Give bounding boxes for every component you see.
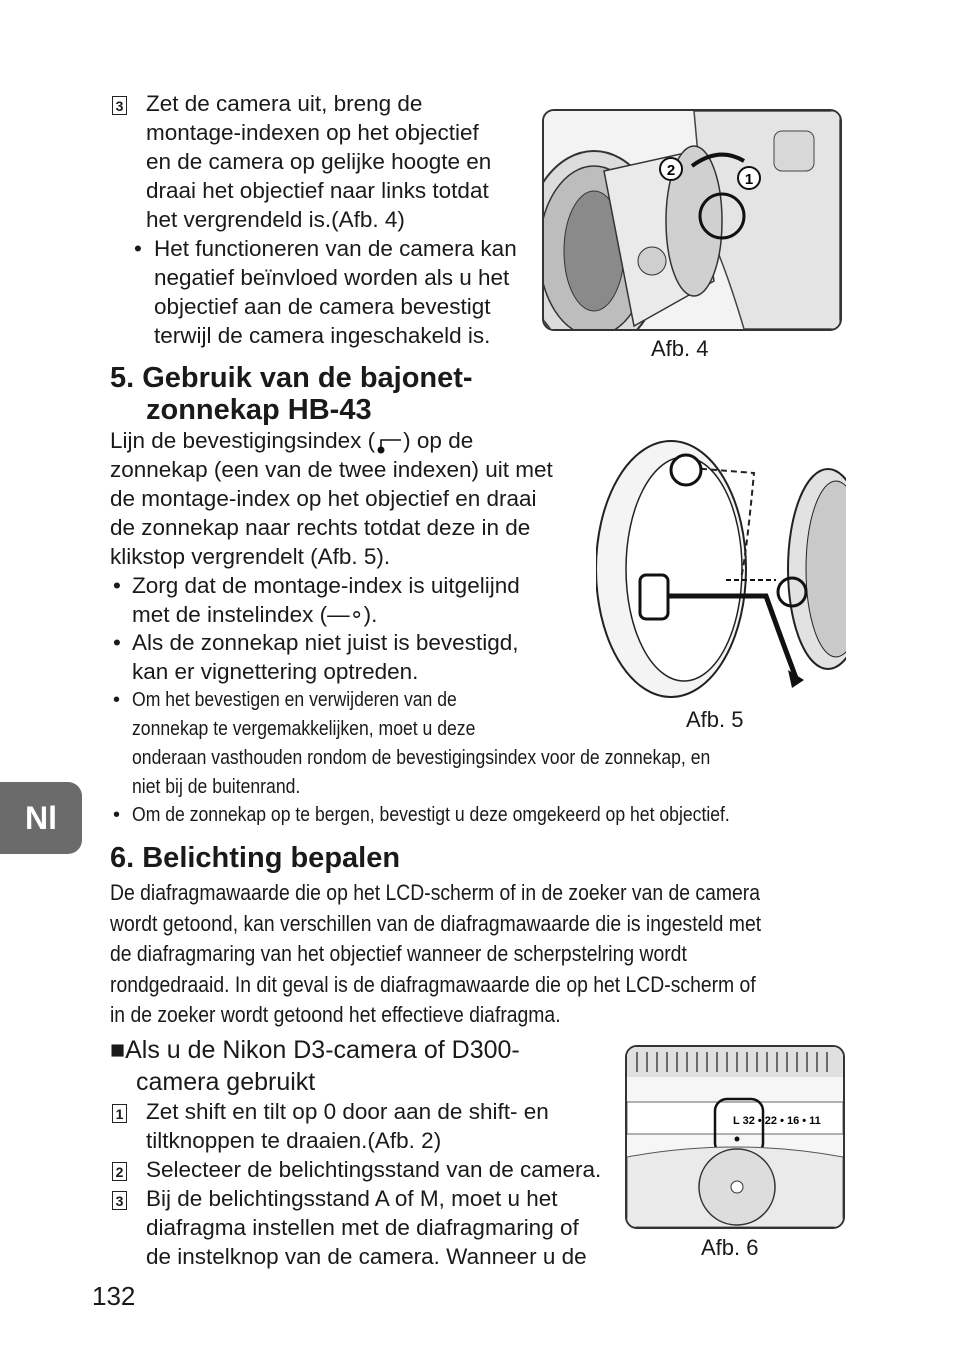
step-2-number: 2 — [112, 1155, 127, 1184]
step-3-top — [112, 89, 127, 118]
figure-5 — [596, 438, 846, 700]
bullet-3: Om het bevestigen en verwijderen van de zonnekap te vergemakkelijken, moet u deze onderaan vasthouden rondom de bevestigingsindex voor de zonnekap, en niet bij de buitenrand. — [132, 689, 711, 798]
section-6-paragraph: De diafragmawaarde die op het LCD-scherm of in de zoeker van de camera wordt getoond, kan verschillen van de diafragmawaarde die is ingesteld met de diafragmaring van het objectief wanneer de scherpstelring wordt rondgedraaid. In dit geval is de diafragmawaarde die op het LCD-scherm of in de zoeker wordt getoond het effectieve diafragma. — [110, 880, 762, 1027]
figure-ref: Afb. 2 — [374, 1128, 434, 1153]
figure-4 — [542, 109, 842, 331]
section-5-title-line2: zonnekap HB-43 — [146, 394, 372, 426]
square-marker: ■ — [110, 1036, 126, 1064]
figure-5-caption: Afb. 5 — [686, 707, 744, 732]
step-3-text: Bij de belichtingsstand A of M, moet u het diafragma instellen met de diafragmaring of de instelknop van de camera. Wanneer u de — [146, 1186, 587, 1269]
figure-ref: Afb. 5 — [317, 544, 377, 569]
step-3-number: 3 — [112, 1184, 127, 1213]
label-2: 2 — [666, 162, 676, 179]
text-line: en de camera op gelijke hoogte en — [146, 149, 492, 174]
text-line: Zet de camera uit, breng de — [146, 91, 423, 116]
bullet-dot: • — [113, 689, 121, 711]
step-1-number: 1 — [112, 1097, 127, 1126]
aperture-scale-text: L 32 • 22 • 16 • 11 — [733, 1115, 821, 1127]
bullet-dot: • — [113, 804, 121, 826]
aperture-ring-illustration — [627, 1047, 843, 1227]
text-line: draai het objectief naar links totdat — [146, 178, 489, 203]
bullet-dot: • — [134, 236, 142, 261]
page-number: 132 — [92, 1281, 136, 1311]
step-2-text: Selecteer de belichtingsstand van de camera. — [146, 1157, 602, 1182]
step-number: 3 — [112, 96, 127, 115]
text-line: het vergrendeld is.(Afb. 4) — [146, 207, 405, 232]
bullet-4: Om de zonnekap op te bergen, bevestigt u deze omgekeerd op het objectief. — [132, 804, 730, 826]
text-line: montage-indexen op het objectief — [146, 120, 479, 145]
section-5-paragraph: Lijn de bevestigingsindex ( ) op de zonnekap (een van de twee indexen) uit met de montage-index op het objectief en draai de zonnekap naar rechts totdat deze in de klikstop vergrendelt (Afb. 5). — [110, 428, 553, 569]
subsection-title: ■Als u de Nikon D3-camera of D300- camera gebruikt — [110, 1036, 520, 1096]
figure-4-caption: Afb. 4 — [651, 336, 709, 361]
step-1-text: Zet shift en tilt op 0 door aan de shift- en tiltknoppen te draaien.(Afb. 2) — [146, 1099, 549, 1153]
figure-6 — [625, 1045, 845, 1229]
camera-lens-illustration — [544, 111, 840, 329]
section-6-title: 6. Belichting bepalen — [110, 842, 401, 874]
step-3-text — [146, 89, 546, 234]
bullet-text: Het functioneren van de camera kan negatief beïnvloed worden als u het objectief aan de camera bevestigt terwijl de camera ingeschakeld is. — [154, 236, 517, 348]
bullet-1: Zorg dat de montage-index is uitgelijnd met de instelindex (—∘). — [132, 573, 520, 627]
lens-hood-illustration — [596, 438, 846, 700]
figure-6-caption: Afb. 6 — [701, 1235, 759, 1260]
section-5-title-line1: 5. Gebruik van de bajonet- — [110, 362, 473, 394]
language-tab: Nl — [0, 782, 82, 854]
bullet-2: Als de zonnekap niet juist is bevestigd, kan er vignettering optreden. — [132, 630, 519, 684]
bullet-dot: • — [113, 573, 121, 598]
label-1: 1 — [744, 171, 754, 188]
mount-index-icon — [375, 433, 403, 451]
figure-ref: Afb. 4 — [338, 207, 398, 232]
bullet-dot: • — [113, 630, 121, 655]
